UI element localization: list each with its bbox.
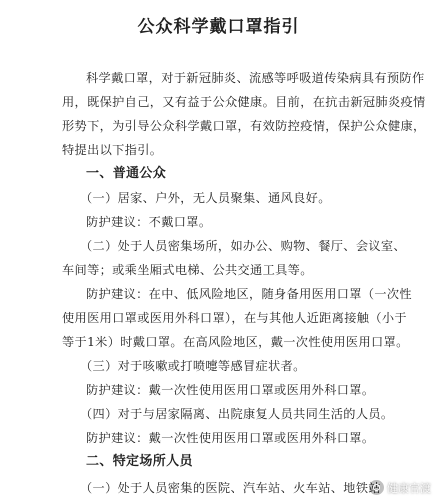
body-line: 形势下，为引导公众科学戴口罩，有效防控疫情，保护公众健康， [62, 119, 426, 133]
body-line: 用，既保护自己，又有益于公众健康。目前，在抗击新冠肺炎疫情 [62, 95, 426, 109]
body-line: 车间等；或乘坐厢式电梯、公共交通工具等。 [62, 263, 313, 277]
body-line: （二）处于人员密集场所，如办公、购物、餐厅、会议室、 [80, 239, 406, 253]
body-line: 防护建议：在中、低风险地区，随身备用医用口罩（一次性 [86, 287, 412, 301]
body-line: （三）对于咳嗽或打喷嚏等感冒症状者。 [80, 359, 306, 373]
body-line: 特提出以下指引。 [62, 143, 163, 157]
body-line: 防护建议：戴一次性使用医用口罩或医用外科口罩。 [86, 431, 375, 445]
body-line: 等于1米）时戴口罩。在高风险地区，戴一次性使用医用口罩。 [62, 335, 409, 349]
body-line: 科学戴口罩，对于新冠肺炎、流感等呼吸道传染病具有预防作 [86, 71, 425, 85]
camera-icon [369, 480, 384, 495]
body-line: （一）处于人员密集的医院、汽车站、火车站、地铁站 [80, 481, 381, 495]
watermark-text: 健康官渡 [387, 481, 431, 495]
document-title: 公众科学戴口罩指引 [137, 17, 300, 37]
section-heading: 二、特定场所人员 [86, 454, 193, 469]
body-line: 防护建议：戴一次性使用医用口罩或医用外科口罩。 [86, 383, 375, 397]
watermark [369, 479, 431, 496]
body-line: （四）对于与居家隔离、出院康复人员共同生活的人员。 [80, 407, 394, 421]
body-line: 使用医用口罩或医用外科口罩），在与其他人近距离接触（小于 [62, 311, 407, 325]
body-line: （一）居家、户外，无人员聚集、通风良好。 [80, 191, 331, 205]
body-line: 防护建议：不戴口罩。 [86, 215, 212, 229]
section-heading: 一、普通公众 [86, 166, 167, 181]
